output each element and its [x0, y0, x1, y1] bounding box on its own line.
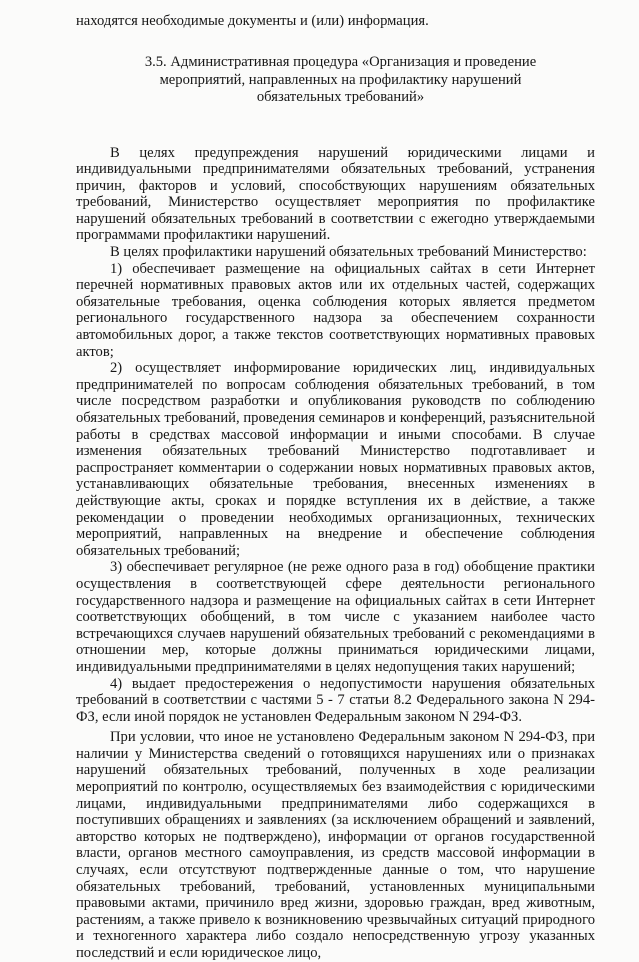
section-heading — [76, 54, 595, 107]
lead-text: находятся необходимые документы и (или) информация. — [76, 13, 429, 29]
paragraph-conditions: При условии, что иное не установлено Федеральным законом N 294-ФЗ, при наличии у Министерства сведений о готовящихся нарушениях или о признаках нарушений обязательных требований, полученных в ходе реализации мероприятий по контролю, осуществляемых без взаимодействия с юридическими лицами, индивидуальными предпринимателями либо содержащихся в поступивших обращениях и заявлениях (за исключением обращений и заявлений, авторство которых не подтверждено), информации от органов государственной власти, органов местного самоуправления, из средств массовой информации в случаях, если отсутствуют подтвержденные данные о том, что нарушение обязательных требований, требований, установленных муниципальными правовыми актами, причинило вред жизни, здоровью граждан, вред животным, растениям, а также привело к возникновению чрезвычайных ситуаций природного и техногенного характера либо создало непосредственную угрозу указанных последствий и если юридическое лицо, — [76, 729, 595, 961]
paragraph-item-3: 3) обеспечивает регулярное (не реже одного раза в год) обобщение практики осуществления в соответствующей сфере деятельности регионального государственного надзора и размещение на официальных сайтах в сети Интернет соответствующих обобщений, в том числе с указанием наиболее часто встречающихся случаев нарушений обязательных требований с рекомендациями в отношении мер, которые должны приниматься юридическими лицами, индивидуальными предпринимателями в целях недопущения таких нарушений; — [76, 559, 595, 675]
paragraph-item-2: 2) осуществляет информирование юридических лиц, индивидуальных предпринимателей по вопросам соблюдения обязательных требований, в том числе посредством разработки и опубликования руководств по соблюдению обязательных требований, проведения семинаров и конференций, разъяснительной работы в средствах массовой информации и иными способами. В случае изменения обязательных требований Министерство подготавливает и распространяет комментарии о содержании новых нормативных правовых актов, устанавливающих обязательные требования, внесенных изменениях в действующие акты, сроках и порядке вступления их в действие, а также рекомендации о проведении необходимых организационных, технических мероприятий, направленных на внедрение и обеспечение соблюдения обязательных требований; — [76, 360, 595, 559]
paragraph-prevention-goals: В целях предупреждения нарушений юридическими лицами и индивидуальными предпринимателями обязательных требований, устранения причин, факторов и условий, способствующих нарушениям обязательных требований, Министерство осуществляет мероприятия по профилактике нарушений обязательных требований в соответствии с ежегодно утверждаемыми программами профилактики нарушений. — [76, 144, 595, 244]
section-heading-line-2: мероприятий, направленных на профилактику нарушений — [159, 71, 522, 88]
section-heading-line-1: 3.5. Административная процедура «Организация и проведение — [144, 54, 537, 70]
section-heading-line-3: обязательных требований» — [256, 89, 425, 105]
paragraph-ministry-intro: В целях профилактики нарушений обязательных требований Министерство: — [110, 244, 587, 261]
paragraph-item-1: 1) обеспечивает размещение на официальных сайтах в сети Интернет перечней нормативных правовых актов или их отдельных частей, содержащих обязательные требования, оценка соблюдения которых является предметом регионального государственного надзора за обеспечением сохранности автомобильных дорог, а также текстов соответствующих нормативных правовых актов; — [76, 260, 595, 360]
paragraph-item-4: 4) выдает предостережения о недопустимости нарушения обязательных требований в соответствии с частями 5 - 7 статьи 8.2 Федерального закона N 294-ФЗ, если иной порядок не установлен Федеральным законом N 294-ФЗ. — [76, 675, 595, 725]
